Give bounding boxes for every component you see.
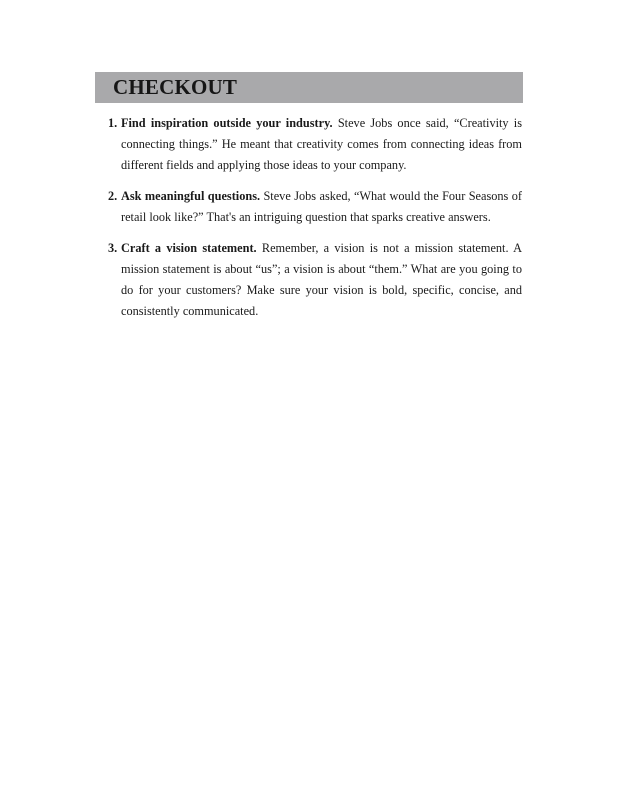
list-item [108, 238, 522, 322]
list-item-text: Steve Jobs asked, “What would the Four Seasons of retail look like?” That's an intriguing question that sparks creative answers. [121, 189, 522, 224]
list-item-number: 1. [108, 116, 118, 130]
list-item [108, 186, 522, 228]
section-heading: CHECKOUT [113, 75, 238, 99]
list-item-lead: Find inspiration outside your industry. [121, 116, 338, 130]
section-heading-bar [95, 72, 523, 103]
list-item-number: 2. [108, 189, 118, 203]
list-item [108, 113, 522, 176]
list-item-lead: Craft a vision statement. [121, 241, 262, 255]
list-item-number: 3. [108, 241, 118, 255]
tips-list [108, 113, 522, 322]
list-item-text: Remember, a vision is not a mission statement. A mission statement is about “us”; a vision is about “them.” What are you going to do for your customers? Make sure your vision is bold, specific, concise, and consistently communicated. [121, 241, 523, 318]
list-item-lead: Ask meaningful questions. [121, 189, 264, 203]
list-item-text: Steve Jobs once said, “Creativity is connecting things.” He meant that creativity comes from connecting ideas from different fields and applying those ideas to your company. [121, 116, 522, 172]
